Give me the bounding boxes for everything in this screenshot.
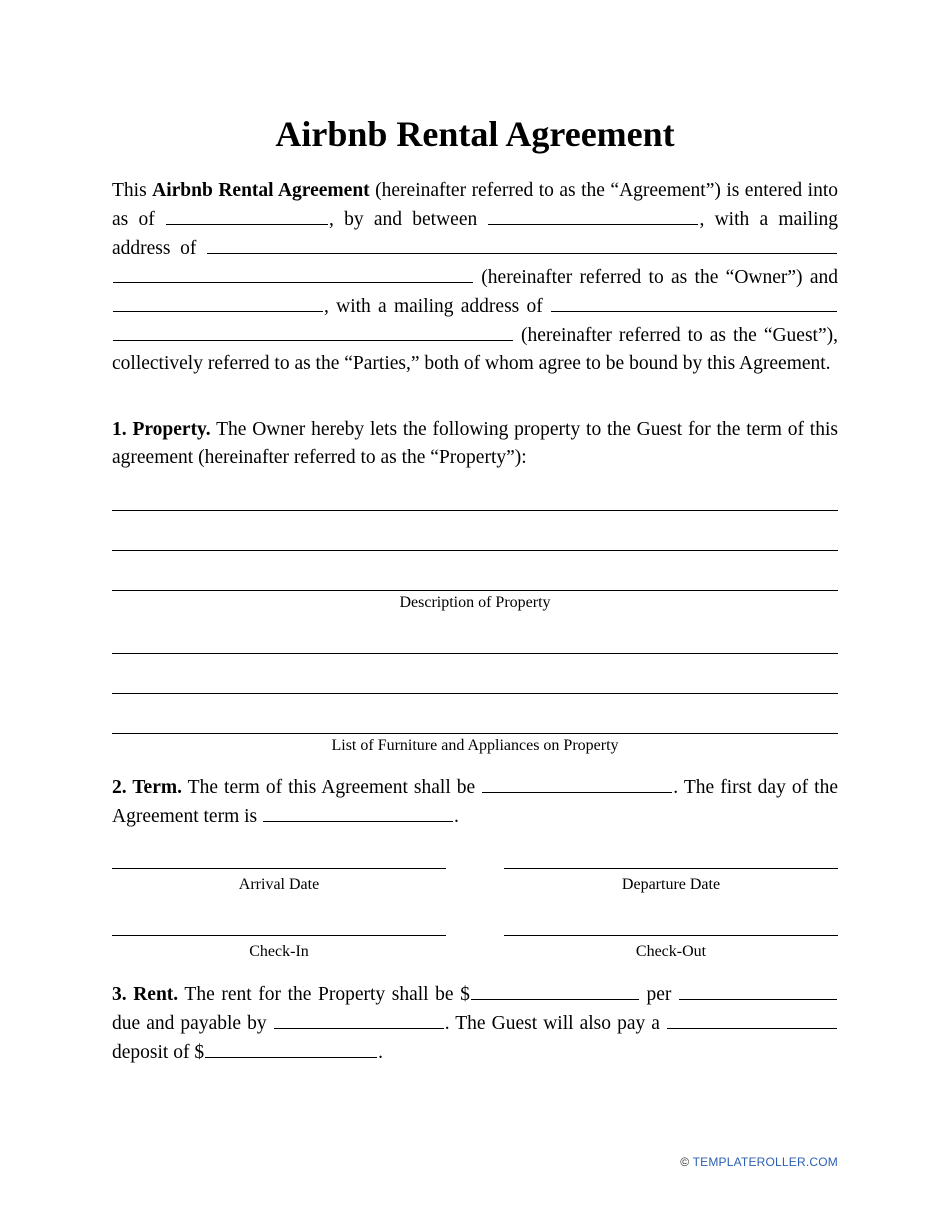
- section-text: The rent for the Property shall be $: [178, 984, 470, 1005]
- copyright-symbol: ©: [680, 1155, 690, 1169]
- property-line-1[interactable]: [112, 510, 838, 511]
- owner-address-blank-2[interactable]: [113, 263, 473, 283]
- guest-address-blank-2[interactable]: [113, 321, 513, 341]
- section-text: .: [454, 806, 459, 827]
- intro-text: (hereinafter referred to as the “Guest”), collectively referred to as the “Parties,” both of whom agree to be bound by this Agreement.: [112, 325, 838, 374]
- rent-due-blank[interactable]: [274, 1009, 444, 1029]
- site-name[interactable]: TEMPLATEROLLER.COM: [692, 1155, 838, 1169]
- owner-address-blank[interactable]: [207, 234, 837, 254]
- guest-address-blank[interactable]: [551, 292, 837, 312]
- guest-name-blank[interactable]: [113, 292, 323, 312]
- intro-text: (hereinafter referred to as the “Owner”) and: [474, 267, 838, 288]
- section-heading: 2. Term.: [112, 777, 182, 798]
- section-text: .: [378, 1042, 383, 1063]
- section-text: The term of this Agreement shall be: [181, 777, 482, 798]
- agreement-date-blank[interactable]: [166, 205, 328, 225]
- intro-text: , with a mailing address of: [112, 209, 838, 259]
- check-out-label: Check-Out: [635, 943, 707, 960]
- deposit-type-blank[interactable]: [667, 1009, 837, 1029]
- check-in-line[interactable]: [112, 935, 446, 936]
- property-line-2[interactable]: [112, 550, 838, 551]
- furniture-line-1[interactable]: [112, 653, 838, 654]
- section-text: per: [639, 984, 678, 1005]
- furniture-line-2[interactable]: [112, 693, 838, 694]
- section-text: The Owner hereby lets the following property to the Guest for the term of this agreement (hereinafter referred to as the “Property”):: [112, 419, 838, 468]
- rent-amount-blank[interactable]: [471, 980, 639, 1000]
- check-out-line[interactable]: [504, 935, 838, 936]
- property-line-3[interactable]: [112, 590, 838, 591]
- intro-text: This: [112, 180, 153, 201]
- section-text: . The Guest will also pay a: [444, 1013, 666, 1034]
- intro-paragraph: [112, 177, 838, 378]
- intro-text: , by and between: [328, 209, 488, 230]
- property-caption: Description of Property: [399, 594, 551, 611]
- departure-date-label: Departure Date: [621, 876, 721, 893]
- footer-link[interactable]: [680, 1155, 838, 1169]
- rent-period-blank[interactable]: [679, 980, 837, 1000]
- term-start-blank[interactable]: [263, 802, 453, 822]
- furniture-line-3[interactable]: [112, 733, 838, 734]
- section-text: . The first day of the Agreement term is: [112, 777, 838, 827]
- arrival-date-label: Arrival Date: [238, 876, 320, 893]
- deposit-amount-blank[interactable]: [205, 1038, 377, 1058]
- agreement-name: Airbnb Rental Agreement: [152, 180, 370, 201]
- section-term: [112, 773, 838, 831]
- section-rent: [112, 980, 838, 1067]
- owner-name-blank[interactable]: [488, 205, 698, 225]
- section-heading: 1. Property.: [112, 419, 211, 440]
- intro-text: (hereinafter referred to as the “Agreement”) is entered into as of: [112, 180, 838, 230]
- arrival-date-line[interactable]: [112, 868, 446, 869]
- term-length-blank[interactable]: [482, 773, 672, 793]
- section-property: [112, 416, 838, 472]
- check-in-label: Check-In: [249, 943, 309, 960]
- furniture-caption: List of Furniture and Appliances on Property: [331, 737, 619, 754]
- intro-text: , with a mailing address of: [324, 296, 550, 317]
- document-title: Airbnb Rental Agreement: [275, 114, 675, 154]
- section-text: deposit of $: [112, 1042, 205, 1063]
- section-heading: 3. Rent.: [112, 984, 179, 1005]
- section-text: due and payable by: [112, 1013, 273, 1034]
- departure-date-line[interactable]: [504, 868, 838, 869]
